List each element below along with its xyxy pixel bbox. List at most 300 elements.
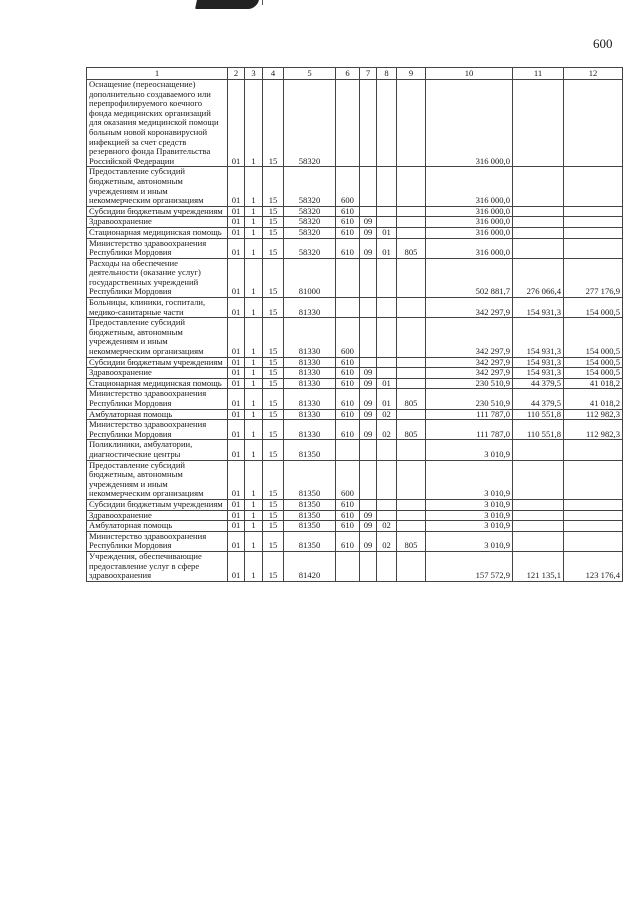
- code-cell: [377, 499, 397, 510]
- amount-cell: 3 010,9: [426, 440, 513, 460]
- code-cell: 01: [228, 206, 245, 217]
- amount-cell: 342 297,9: [426, 298, 513, 318]
- code-cell: 1: [245, 258, 263, 297]
- code-cell: [397, 440, 426, 460]
- column-header: 9: [397, 68, 426, 80]
- code-cell: [360, 258, 377, 297]
- amount-cell: 502 881,7: [426, 258, 513, 297]
- code-cell: 01: [377, 238, 397, 258]
- code-cell: 81330: [284, 378, 336, 389]
- amount-cell: 112 982,3: [564, 409, 623, 420]
- table-row: [87, 167, 623, 206]
- amount-cell: [564, 531, 623, 551]
- row-name: Министерство здравоохранения Республики Мордовия: [87, 238, 228, 258]
- table-row: [87, 389, 623, 409]
- table-row: [87, 378, 623, 389]
- code-cell: 01: [377, 378, 397, 389]
- code-cell: 15: [263, 258, 284, 297]
- table-row: [87, 551, 623, 581]
- code-cell: 805: [397, 238, 426, 258]
- code-cell: 02: [377, 420, 397, 440]
- code-cell: 15: [263, 298, 284, 318]
- code-cell: 1: [245, 521, 263, 532]
- amount-cell: 3 010,9: [426, 499, 513, 510]
- code-cell: 09: [360, 420, 377, 440]
- code-cell: 09: [360, 217, 377, 228]
- code-cell: [397, 521, 426, 532]
- code-cell: 600: [336, 460, 360, 499]
- code-cell: [397, 378, 426, 389]
- table-row: [87, 238, 623, 258]
- table-row: [87, 368, 623, 379]
- code-cell: 01: [228, 378, 245, 389]
- code-cell: 01: [228, 521, 245, 532]
- code-cell: [397, 409, 426, 420]
- table-row: [87, 409, 623, 420]
- code-cell: 15: [263, 521, 284, 532]
- code-cell: 01: [228, 80, 245, 167]
- code-cell: 01: [228, 318, 245, 357]
- amount-cell: [513, 206, 564, 217]
- code-cell: 58320: [284, 217, 336, 228]
- row-name: Предоставление субсидий бюджетным, автономным учреждениям и иным некоммерческим организациям: [87, 318, 228, 357]
- table-row: [87, 521, 623, 532]
- amount-cell: 44 379,5: [513, 378, 564, 389]
- code-cell: 01: [228, 440, 245, 460]
- code-cell: 81350: [284, 460, 336, 499]
- amount-cell: 154 000,5: [564, 298, 623, 318]
- amount-cell: 342 297,9: [426, 357, 513, 368]
- code-cell: 1: [245, 227, 263, 238]
- amount-cell: 111 787,0: [426, 420, 513, 440]
- code-cell: 01: [377, 389, 397, 409]
- code-cell: 01: [228, 499, 245, 510]
- code-cell: 1: [245, 206, 263, 217]
- amount-cell: 230 510,9: [426, 378, 513, 389]
- code-cell: 01: [228, 258, 245, 297]
- code-cell: [336, 440, 360, 460]
- code-cell: [336, 80, 360, 167]
- column-header: 12: [564, 68, 623, 80]
- code-cell: 09: [360, 521, 377, 532]
- amount-cell: [564, 510, 623, 521]
- code-cell: 09: [360, 510, 377, 521]
- code-cell: [377, 258, 397, 297]
- amount-cell: 154 931,3: [513, 298, 564, 318]
- row-name: Предоставление субсидий бюджетным, автономным учреждениям и иным некоммерческим организациям: [87, 167, 228, 206]
- amount-cell: [513, 167, 564, 206]
- code-cell: 610: [336, 409, 360, 420]
- column-header: 3: [245, 68, 263, 80]
- amount-cell: 157 572,9: [426, 551, 513, 581]
- amount-cell: [564, 206, 623, 217]
- code-cell: 15: [263, 318, 284, 357]
- table-body: [87, 80, 623, 582]
- code-cell: [360, 551, 377, 581]
- code-cell: [397, 318, 426, 357]
- amount-cell: 316 000,0: [426, 238, 513, 258]
- code-cell: 1: [245, 378, 263, 389]
- code-cell: 1: [245, 318, 263, 357]
- amount-cell: 44 379,5: [513, 389, 564, 409]
- code-cell: 610: [336, 531, 360, 551]
- table-row: [87, 258, 623, 297]
- code-cell: 610: [336, 499, 360, 510]
- code-cell: 01: [228, 238, 245, 258]
- code-cell: 610: [336, 227, 360, 238]
- table-row: [87, 318, 623, 357]
- amount-cell: [513, 217, 564, 228]
- table-row: [87, 298, 623, 318]
- code-cell: [377, 440, 397, 460]
- amount-cell: 3 010,9: [426, 531, 513, 551]
- row-name: Субсидии бюджетным учреждениям: [87, 357, 228, 368]
- amount-cell: [564, 460, 623, 499]
- code-cell: 805: [397, 389, 426, 409]
- code-cell: 15: [263, 80, 284, 167]
- code-cell: 1: [245, 420, 263, 440]
- amount-cell: [513, 238, 564, 258]
- amount-cell: 316 000,0: [426, 80, 513, 167]
- table-row: [87, 357, 623, 368]
- code-cell: 1: [245, 551, 263, 581]
- column-header: 1: [87, 68, 228, 80]
- code-cell: 1: [245, 357, 263, 368]
- code-cell: 1: [245, 499, 263, 510]
- code-cell: 15: [263, 389, 284, 409]
- amount-cell: 316 000,0: [426, 217, 513, 228]
- code-cell: [360, 318, 377, 357]
- code-cell: 15: [263, 357, 284, 368]
- row-name: Субсидии бюджетным учреждениям: [87, 499, 228, 510]
- code-cell: 81420: [284, 551, 336, 581]
- amount-cell: [564, 80, 623, 167]
- code-cell: 81330: [284, 389, 336, 409]
- code-cell: 02: [377, 409, 397, 420]
- amount-cell: [513, 499, 564, 510]
- amount-cell: [564, 217, 623, 228]
- code-cell: [377, 551, 397, 581]
- code-cell: 01: [228, 531, 245, 551]
- amount-cell: [564, 227, 623, 238]
- amount-cell: [564, 238, 623, 258]
- amount-cell: [564, 521, 623, 532]
- code-cell: 01: [228, 420, 245, 440]
- row-name: Стационарная медицинская помощь: [87, 378, 228, 389]
- code-cell: 15: [263, 531, 284, 551]
- code-cell: 81330: [284, 420, 336, 440]
- code-cell: 58320: [284, 227, 336, 238]
- code-cell: 15: [263, 206, 284, 217]
- code-cell: 58320: [284, 167, 336, 206]
- code-cell: 09: [360, 227, 377, 238]
- code-cell: [397, 217, 426, 228]
- code-cell: 15: [263, 227, 284, 238]
- amount-cell: 110 551,8: [513, 409, 564, 420]
- code-cell: 15: [263, 167, 284, 206]
- code-cell: 01: [228, 217, 245, 228]
- code-cell: [397, 357, 426, 368]
- code-cell: 09: [360, 531, 377, 551]
- amount-cell: 316 000,0: [426, 227, 513, 238]
- header-row: [87, 68, 623, 80]
- amount-cell: 154 000,5: [564, 318, 623, 357]
- scan-mark: [195, 0, 259, 9]
- column-header: 7: [360, 68, 377, 80]
- amount-cell: 276 066,4: [513, 258, 564, 297]
- amount-cell: 154 000,5: [564, 357, 623, 368]
- code-cell: 1: [245, 460, 263, 499]
- amount-cell: 41 018,2: [564, 378, 623, 389]
- code-cell: 600: [336, 167, 360, 206]
- amount-cell: [564, 167, 623, 206]
- amount-cell: [513, 227, 564, 238]
- code-cell: 1: [245, 510, 263, 521]
- code-cell: 81330: [284, 357, 336, 368]
- code-cell: [397, 368, 426, 379]
- code-cell: [377, 298, 397, 318]
- code-cell: 09: [360, 238, 377, 258]
- code-cell: 01: [377, 227, 397, 238]
- code-cell: [397, 258, 426, 297]
- amount-cell: [513, 80, 564, 167]
- code-cell: 01: [228, 167, 245, 206]
- code-cell: 1: [245, 298, 263, 318]
- column-header: 10: [426, 68, 513, 80]
- amount-cell: 316 000,0: [426, 206, 513, 217]
- amount-cell: [513, 440, 564, 460]
- table-row: [87, 510, 623, 521]
- amount-cell: 3 010,9: [426, 510, 513, 521]
- code-cell: [377, 460, 397, 499]
- page-number: 600: [593, 36, 613, 51]
- row-name: Поликлиники, амбулатории, диагностические центры: [87, 440, 228, 460]
- code-cell: [377, 167, 397, 206]
- code-cell: 81330: [284, 318, 336, 357]
- amount-cell: [513, 460, 564, 499]
- column-header: 8: [377, 68, 397, 80]
- code-cell: 81350: [284, 531, 336, 551]
- code-cell: 01: [228, 357, 245, 368]
- amount-cell: 3 010,9: [426, 521, 513, 532]
- table-row: [87, 420, 623, 440]
- table-row: [87, 499, 623, 510]
- code-cell: 610: [336, 206, 360, 217]
- amount-cell: 154 931,3: [513, 318, 564, 357]
- code-cell: 610: [336, 420, 360, 440]
- code-cell: 610: [336, 357, 360, 368]
- code-cell: 1: [245, 217, 263, 228]
- code-cell: 58320: [284, 80, 336, 167]
- table-row: [87, 80, 623, 167]
- code-cell: 09: [360, 368, 377, 379]
- amount-cell: 316 000,0: [426, 167, 513, 206]
- column-header: 4: [263, 68, 284, 80]
- row-name: Амбулаторная помощь: [87, 521, 228, 532]
- row-name: Министерство здравоохранения Республики Мордовия: [87, 531, 228, 551]
- code-cell: [360, 80, 377, 167]
- table-row: [87, 460, 623, 499]
- code-cell: [397, 551, 426, 581]
- column-header: 6: [336, 68, 360, 80]
- code-cell: 15: [263, 460, 284, 499]
- code-cell: 1: [245, 389, 263, 409]
- code-cell: 02: [377, 531, 397, 551]
- code-cell: 600: [336, 318, 360, 357]
- code-cell: 1: [245, 440, 263, 460]
- amount-cell: [513, 521, 564, 532]
- amount-cell: 154 931,3: [513, 368, 564, 379]
- code-cell: 09: [360, 409, 377, 420]
- code-cell: 15: [263, 378, 284, 389]
- amount-cell: 121 135,1: [513, 551, 564, 581]
- column-header: 5: [284, 68, 336, 80]
- code-cell: 58320: [284, 238, 336, 258]
- row-name: Амбулаторная помощь: [87, 409, 228, 420]
- code-cell: 15: [263, 440, 284, 460]
- code-cell: 01: [228, 298, 245, 318]
- code-cell: [360, 206, 377, 217]
- code-cell: 09: [360, 378, 377, 389]
- code-cell: 610: [336, 217, 360, 228]
- amount-cell: 342 297,9: [426, 368, 513, 379]
- code-cell: 15: [263, 499, 284, 510]
- row-name: Учреждения, обеспечивающие предоставление услуг в сфере здравоохранения: [87, 551, 228, 581]
- code-cell: [377, 510, 397, 521]
- code-cell: 58320: [284, 206, 336, 217]
- code-cell: 81350: [284, 440, 336, 460]
- code-cell: [377, 318, 397, 357]
- code-cell: 1: [245, 167, 263, 206]
- row-name: Здравоохранение: [87, 217, 228, 228]
- amount-cell: 154 931,3: [513, 357, 564, 368]
- row-name: Здравоохранение: [87, 368, 228, 379]
- row-name: Предоставление субсидий бюджетным, автономным учреждениям и иным некоммерческим организациям: [87, 460, 228, 499]
- amount-cell: 110 551,8: [513, 420, 564, 440]
- code-cell: 15: [263, 420, 284, 440]
- code-cell: 15: [263, 368, 284, 379]
- code-cell: [360, 460, 377, 499]
- amount-cell: 3 010,9: [426, 460, 513, 499]
- code-cell: 01: [228, 409, 245, 420]
- code-cell: 15: [263, 409, 284, 420]
- code-cell: 805: [397, 420, 426, 440]
- code-cell: 805: [397, 531, 426, 551]
- code-cell: [377, 80, 397, 167]
- code-cell: 1: [245, 80, 263, 167]
- code-cell: 1: [245, 238, 263, 258]
- amount-cell: [564, 440, 623, 460]
- row-name: Стационарная медицинская помощь: [87, 227, 228, 238]
- code-cell: 81350: [284, 521, 336, 532]
- amount-cell: 123 176,4: [564, 551, 623, 581]
- code-cell: [397, 460, 426, 499]
- code-cell: 610: [336, 389, 360, 409]
- code-cell: 1: [245, 531, 263, 551]
- code-cell: [397, 499, 426, 510]
- code-cell: [397, 227, 426, 238]
- code-cell: [377, 368, 397, 379]
- amount-cell: [513, 531, 564, 551]
- code-cell: [377, 357, 397, 368]
- code-cell: 01: [228, 460, 245, 499]
- code-cell: 81330: [284, 409, 336, 420]
- code-cell: 01: [228, 551, 245, 581]
- code-cell: 610: [336, 378, 360, 389]
- code-cell: 81350: [284, 499, 336, 510]
- code-cell: [336, 258, 360, 297]
- table-row: [87, 227, 623, 238]
- amount-cell: 230 510,9: [426, 389, 513, 409]
- code-cell: 01: [228, 510, 245, 521]
- column-header: 11: [513, 68, 564, 80]
- code-cell: 1: [245, 409, 263, 420]
- code-cell: [336, 551, 360, 581]
- table-row: [87, 440, 623, 460]
- row-name: Министерство здравоохранения Республики Мордовия: [87, 389, 228, 409]
- amount-cell: 154 000,5: [564, 368, 623, 379]
- code-cell: 610: [336, 238, 360, 258]
- code-cell: 02: [377, 521, 397, 532]
- code-cell: [397, 510, 426, 521]
- code-cell: [397, 206, 426, 217]
- code-cell: 09: [360, 389, 377, 409]
- code-cell: 81330: [284, 298, 336, 318]
- code-cell: 81330: [284, 368, 336, 379]
- code-cell: 15: [263, 238, 284, 258]
- code-cell: 1: [245, 368, 263, 379]
- code-cell: 610: [336, 521, 360, 532]
- amount-cell: 41 018,2: [564, 389, 623, 409]
- row-name: Здравоохранение: [87, 510, 228, 521]
- amount-cell: 342 297,9: [426, 318, 513, 357]
- amount-cell: [564, 499, 623, 510]
- code-cell: [360, 357, 377, 368]
- table-row: [87, 217, 623, 228]
- amount-cell: 277 176,9: [564, 258, 623, 297]
- code-cell: 01: [228, 389, 245, 409]
- scan-mark: [262, 0, 263, 5]
- column-header: 2: [228, 68, 245, 80]
- row-name: Расходы на обеспечение деятельности (оказание услуг) государственных учреждений Республики Мордовия: [87, 258, 228, 297]
- code-cell: 15: [263, 551, 284, 581]
- table-row: [87, 531, 623, 551]
- code-cell: [360, 499, 377, 510]
- code-cell: [360, 440, 377, 460]
- row-name: Субсидии бюджетным учреждениям: [87, 206, 228, 217]
- row-name: Министерство здравоохранения Республики Мордовия: [87, 420, 228, 440]
- code-cell: [360, 167, 377, 206]
- code-cell: 01: [228, 368, 245, 379]
- budget-table: [86, 67, 623, 582]
- code-cell: 81350: [284, 510, 336, 521]
- code-cell: [360, 298, 377, 318]
- row-name: Больницы, клиники, госпитали, медико-санитарные части: [87, 298, 228, 318]
- amount-cell: [513, 510, 564, 521]
- code-cell: 15: [263, 510, 284, 521]
- code-cell: [397, 167, 426, 206]
- code-cell: 01: [228, 227, 245, 238]
- code-cell: [397, 80, 426, 167]
- code-cell: 610: [336, 368, 360, 379]
- code-cell: [377, 217, 397, 228]
- table-row: [87, 206, 623, 217]
- code-cell: 81000: [284, 258, 336, 297]
- row-name: Оснащение (переоснащение) дополнительно создаваемого или перепрофилируемого коечного фонда медицинских организаций для оказания медицинской помощи больным новой коронавирусной инфекцией за счет средств резервного фонда Правительства Российской Федерации: [87, 80, 228, 167]
- code-cell: 610: [336, 510, 360, 521]
- code-cell: [336, 298, 360, 318]
- amount-cell: 111 787,0: [426, 409, 513, 420]
